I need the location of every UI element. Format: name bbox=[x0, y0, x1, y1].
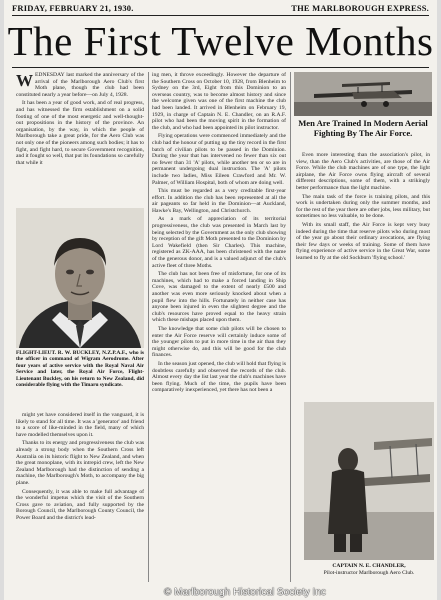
paragraph: The main task of the force is training pilots, and this work is undertaken during only the summer months, and for the rest of the year there are other jobs, less military, but sometimes no less valuable, to be done. bbox=[296, 193, 430, 220]
article-column-1-lower bbox=[16, 412, 144, 584]
header-date: FRIDAY, FEBRUARY 21, 1930. bbox=[12, 3, 134, 13]
paragraph: With its small staff, the Air Force is kept very busy indeed during the time that reserve pilots who during most of the year go about their ordinary avocations, are flying their few days or weeks of training. Some of them have flying experience of active service in the Great War, some learned to fly at the old Sockburn 'flying school.' bbox=[296, 221, 430, 261]
paragraph: The club has not been free of misfortune, for one of its machines, which had to make a forced landing in Ship Cove, was damaged to the extent of nearly £500 and another was even more seriously knocked about when a pupil flew into the hills. Fortunately in neither case has anyone been injured in even the slightest degree and the club's resources have proved equal to the heavy strain which these mishaps placed upon them. bbox=[152, 271, 286, 324]
title-rule bbox=[12, 67, 429, 68]
column-divider bbox=[148, 72, 149, 582]
header-paper-name: THE MARLBOROUGH EXPRESS. bbox=[291, 3, 429, 13]
header-rule bbox=[12, 15, 429, 16]
drop-cap: W bbox=[16, 72, 33, 90]
paragraph: In the season just opened, the club will hold that flying is doubtless carefully and observed the records of the club. Almost every day the list last year the club's machines have been flying. Much of the time, the pupils have been comparatively inexperienced, yet there has not been a bbox=[152, 360, 286, 394]
paragraph: Thanks to its energy and progressiveness the club was already a strong body when the Southern Cross left Australia on its historic flight to New Zealand, and when the great monoplane, with its intrepid crew, left the New Zealand Marlborough had the distinction of sending a machine, the Marlborough's Moth, to accompany the big plane. bbox=[16, 440, 144, 486]
chandler-caption-role: Pilot-instructor Marlborough Aero Club. bbox=[323, 569, 415, 576]
copyright-watermark: © Marlborough Historical Society Inc bbox=[164, 587, 326, 598]
newspaper-page bbox=[4, 0, 437, 600]
article-column-1-upper bbox=[16, 72, 144, 205]
paragraph: might yet have considered itself in the vanguard, it is likely to stand for all time. It was a 'generator' and friend to a score of like-minded in the field, many of which have modelled themselves upon it. bbox=[16, 412, 144, 438]
aircraft-photo bbox=[294, 72, 432, 116]
portrait-caption: FLIGHT-LIEUT. R. W. BUCKLEY, N.Z.P.A.F., who is the officer in command of Wigram Aerodrome. After four years of active service with the Royal Naval Air Service and later, the Royal Air Force, Flight-Lieutenant Buckley, on his return to New Zealand, did considerable flying with the Timaru syndicate. bbox=[16, 350, 144, 389]
portrait-image bbox=[16, 208, 144, 348]
page-header bbox=[12, 3, 429, 15]
paragraph: The knowledge that some club pilots will be chosen to enter the Air Force reserve will certainly induce some of the younger pilots to put in more time in the air than they might otherwise do, and this will be good for the club finances. bbox=[152, 325, 286, 359]
paragraph: WEDNESDAY last marked the anniversary of the arrival of the Marlborough Aero Club's first Moth plane, though the club had been constituted nearly a year before—on July 4, 1928. bbox=[16, 72, 144, 98]
paragraph: It has been a year of good work, and of real progress, and has witnessed the firm establishment on a solid footing of one of the most energetic and well-thought-out propositions in the history of the province. An organisation, by the way, in which the people of Marlborough take a great pride, for the Aero Club was not only one of the pioneers among such bodies; it has to fight, and fight hard, to secure Government recognition, and it fought so well, that put its foundations so carefully that while it bbox=[16, 100, 144, 166]
paragraph: ing men, it throve exceedingly. However the departure of the Southern Cross on October 10, 1928, from Blenheim to Sydney on the 3rd, Eight from this Dominion to an overseas country, was to become almost history and since the welcome given was one of the first machine the club had been landed. It arrived in Blenheim on February 19, 1929, in charge of Captain N. E. Chandler, on an R.A.F. pilot who had been the moving spirit in the formation of the club, and who had been appointed its pilot instructor. bbox=[152, 72, 286, 131]
sidebar-column bbox=[296, 152, 430, 398]
article-column-2 bbox=[152, 72, 286, 584]
paragraph: Consequently, it was able to make full advantage of the wonderful impetus which the visit of the Southern Cross gave to aviation, and fully supported by the Borough Council, the Marlborough County Council, the Power Board and the district's lead- bbox=[16, 488, 144, 521]
chandler-image bbox=[304, 402, 434, 560]
sidebar-heading: Men Are Trained In Modern Aerial Fighting By The Air Force. bbox=[298, 118, 428, 138]
column-divider bbox=[290, 72, 291, 582]
paragraph: As a mark of appreciation of its territorial progressiveness, the club was presented in March last by being selected by the Government as the only club showing by reception of the gift Moth presented to the Dominion by Lord Wakefield (then Sir Charles). This machine, registered as ZK-AAA, has been christened with the name of the generous donor, and is a valued adjunct of the club's active fleet of three Moths. bbox=[152, 216, 286, 269]
paragraph: Even more interesting than the association's pilot, in view, than the Aero Club's activities, are those of the Air Force. While the club machines are of one type, the light airplane, the Air Force owns flying aircraft of several different descriptions, some of them, with a strikingly better performance than the light machine. bbox=[296, 152, 430, 191]
portrait-photo-buckley bbox=[16, 208, 144, 348]
paragraph: This must be regarded as a very creditable first-year effort. In addition the club has been represented at all the air pageants so far held in the Dominion—at Auckland, Hawke's Bay, Wellington, and Christchurch. bbox=[152, 188, 286, 214]
chandler-photo bbox=[304, 402, 434, 560]
aircraft-image bbox=[294, 72, 432, 116]
article-title: The First Twelve Months bbox=[7, 18, 434, 64]
chandler-caption bbox=[304, 563, 434, 576]
chandler-caption-name: CAPTAIN N. E. CHANDLER, bbox=[332, 563, 406, 569]
paragraph: Flying operations were commenced immediately and the club had the honour of putting up the tiny record in the first batch of civilian pilots to be passed in the Dominion. During the year that has intervened no fewer than six out no fewer than 31 'A' pilots, while another ten or so are in permanent undergoing dual instruction. The 'A' pilots include two ladies, Miss Eileen Crawford and Mr. W. Palmer, of William Hospital, both of whom are doing well. bbox=[152, 133, 286, 186]
